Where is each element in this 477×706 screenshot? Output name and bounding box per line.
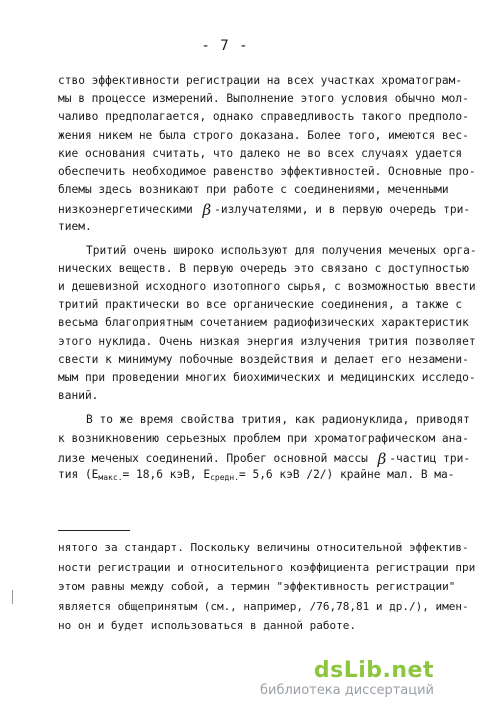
text-segment: -частиц три- [389,451,471,465]
text-line-energy [58,466,455,484]
text-line: свести к минимуму побочные воздействия и делает его незамени- [58,352,469,366]
text-segment: = 5,6 кэВ /2/) крайне мал. В ма- [238,467,455,481]
text-segment: тия (E [58,467,99,481]
scan-mark [12,590,13,604]
paragraph-start-line: Тритий очень широко используют для получения меченых орга- [86,243,477,257]
text-line: обеспечить необходимое равенство эффективностей. Основные про- [58,164,476,178]
text-line: ство эффективности регистрации на всех участках хроматограм- [58,74,463,87]
text-segment: лизе меченых соединений. Пробег основной массы [58,451,368,465]
text-line: мым при проведении многих биохимических и медицинских исследо- [58,371,476,384]
footnote-divider [58,530,130,531]
text-line: чаливо предполагается, однако справедливость такого предполо- [58,110,469,124]
footnote-line: нятого за стандарт. Поскольку величины относительной эффектив- [58,541,469,554]
text-line: кие основания считать, что далеко не во всех случаях удается [58,146,463,160]
text-segment: -излучателями, и в первую очередь три- [214,203,471,217]
subscript-max: макс. [98,472,123,482]
paragraph-start-line: В то же время свойства трития, как радионуклида, приводят [86,413,470,427]
text-line-beta [58,448,471,468]
text-line: к возникновению серьезных проблем при хроматографическом ана- [58,431,469,445]
text-segment: низкоэнергетическими [58,203,193,217]
text-line: нических веществ. В первую очередь это связано с доступностью [58,261,469,275]
text-segment: = 18,6 кэВ, E [122,467,211,481]
text-line: тием. [58,219,92,233]
watermark-subtitle: библиотека диссертаций [260,683,434,698]
beta-symbol: β [202,201,212,220]
text-line-beta [58,199,471,220]
body-text [58,72,477,484]
text-line: и дешевизной исходного изотопного сырья, с возможностью ввести [58,280,476,294]
text-line: ваний. [58,389,99,403]
text-line: этого нуклида. Очень низкая энергия излучения трития позволяет [58,334,476,348]
subscript-avg: средн. [210,472,239,482]
watermark-logo: dsLib.net [313,658,434,683]
beta-symbol: β [377,449,387,468]
text-line: весьма благоприятным сочетанием радиофизических характеристик [58,316,469,330]
page-number: - 7 - [201,38,249,54]
text-line: блемы здесь возникают при работе с соединениями, меченными [58,183,449,197]
footnote-line: является общепринятым (см., например, /76,78,81 и др./), имен- [58,599,469,613]
footnote [58,538,476,636]
footnote-line: ности регистрации и относительного коэффициента регистрации при [58,560,476,574]
text-line: мы в процессе измерений. Выполнение этого условия обычно мол- [58,92,469,106]
footnote-line: этом равны между собой, а термин "эффективность регистрации" [58,580,456,593]
text-line: тритий практически во все органические соединения, а также с [58,298,463,312]
text-line: жения никем не была строго доказана. Более того, имеются вес- [58,128,469,142]
watermark [260,658,434,698]
footnote-line: но он и будет использоваться в данной работе. [58,619,357,632]
